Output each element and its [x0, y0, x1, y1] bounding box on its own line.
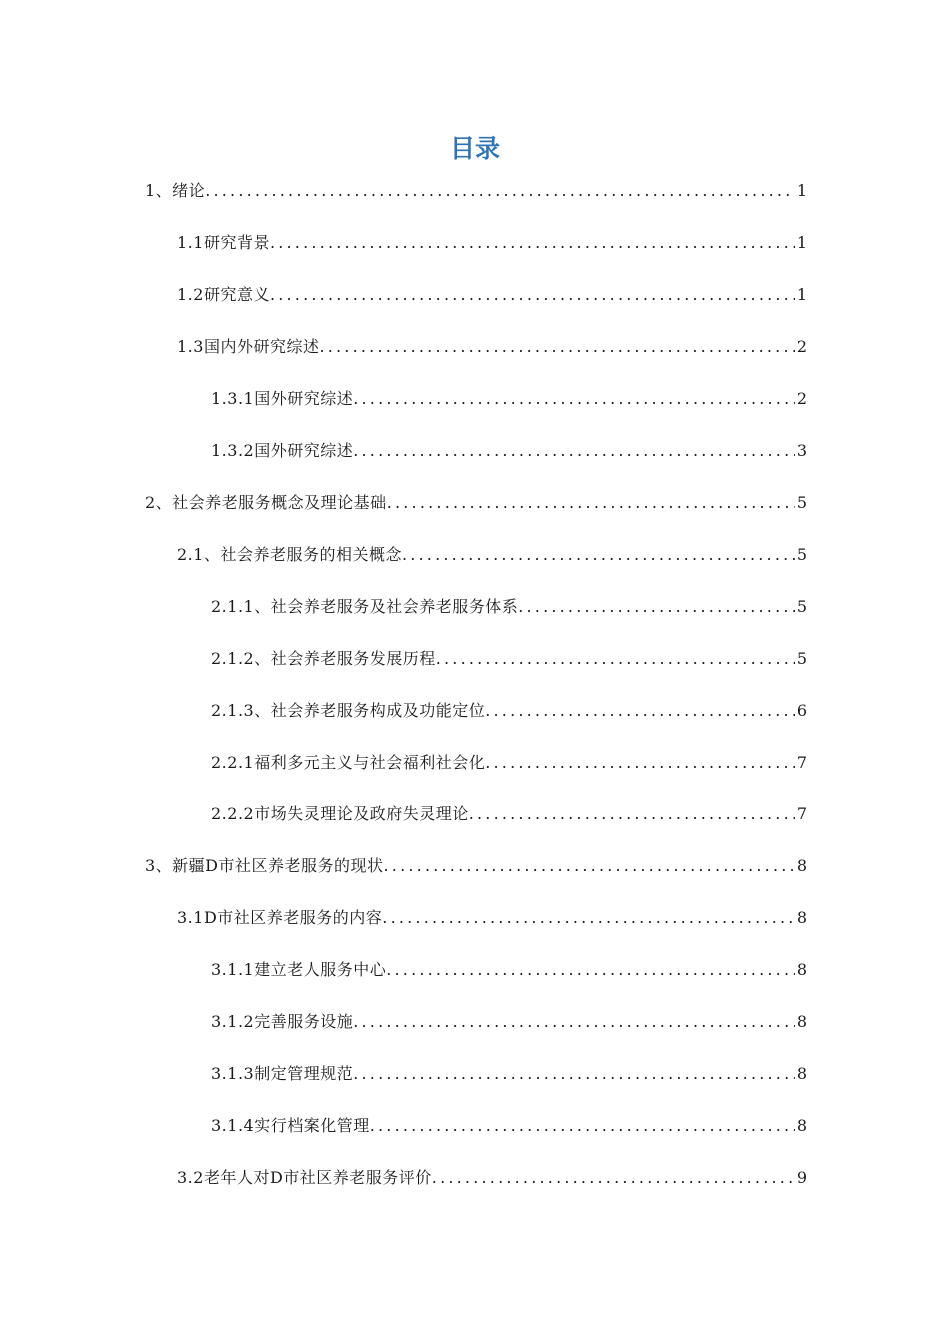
- toc-dot-leader: [270, 230, 795, 256]
- toc-dot-leader: [353, 1009, 795, 1035]
- toc-entry[interactable]: [177, 282, 807, 308]
- toc-entry[interactable]: [145, 178, 807, 204]
- toc-entry-page: 3: [796, 441, 807, 460]
- toc-dot-leader: [387, 490, 795, 516]
- toc-dot-leader: [432, 1165, 795, 1191]
- toc-entry[interactable]: [211, 386, 807, 412]
- toc-dot-leader: [319, 334, 794, 360]
- toc-entry[interactable]: [211, 750, 807, 776]
- toc-entry[interactable]: [211, 801, 807, 827]
- toc-dot-leader: [469, 801, 795, 827]
- toc-dot-leader: [485, 750, 795, 776]
- toc-entry-label: 2.1.3、社会养老服务构成及功能定位: [211, 701, 486, 720]
- toc-entry-page: 2: [796, 337, 807, 356]
- toc-dot-leader: [353, 1061, 795, 1087]
- toc-entry-label: 3、新疆D市社区养老服务的现状: [145, 856, 384, 875]
- toc-title: 目录: [449, 134, 500, 163]
- toc-entry-label: 3.2老年人对D市社区养老服务评价: [177, 1168, 432, 1187]
- toc-dot-leader: [370, 1113, 795, 1139]
- toc-entry[interactable]: [211, 1061, 807, 1087]
- toc-dot-leader: [436, 646, 795, 672]
- toc-entry-page: 9: [796, 1168, 807, 1187]
- toc-entry-page: 8: [796, 1064, 807, 1083]
- toc-entry-page: 8: [796, 960, 807, 979]
- toc-entry[interactable]: [211, 594, 807, 620]
- toc-dot-leader: [382, 905, 795, 931]
- toc-entry-page: 7: [796, 804, 807, 823]
- toc-dot-leader: [402, 542, 795, 568]
- toc-entry-label: 2.1.2、社会养老服务发展历程: [211, 649, 436, 668]
- toc-entry-page: 5: [796, 649, 807, 668]
- toc-entry[interactable]: [177, 1165, 807, 1191]
- toc-entry-label: 2.1、社会养老服务的相关概念: [177, 545, 402, 564]
- toc-entry-page: 8: [796, 908, 807, 927]
- toc-dot-leader: [386, 957, 795, 983]
- toc-entry-label: 3.1.1建立老人服务中心: [211, 960, 387, 979]
- toc-entry-page: 7: [796, 753, 807, 772]
- toc-entry-label: 1.3.2国外研究综述: [211, 441, 354, 460]
- toc-entry[interactable]: [211, 646, 807, 672]
- toc-entry-page: 1: [796, 285, 807, 304]
- toc-entry-label: 2.1.1、社会养老服务及社会养老服务体系: [211, 597, 519, 616]
- toc-dot-leader: [384, 853, 795, 879]
- toc-entry-label: 2.2.2市场失灵理论及政府失灵理论: [211, 804, 469, 823]
- toc-entry-label: 2.2.1福利多元主义与社会福利社会化: [211, 753, 486, 772]
- toc-entry-page: 5: [796, 597, 807, 616]
- toc-entry-page: 1: [796, 233, 807, 252]
- toc-dot-leader: [353, 386, 795, 412]
- toc-entry-page: 1: [796, 181, 807, 200]
- toc-entry[interactable]: [211, 1113, 807, 1139]
- toc-entry-label: 1.1研究背景: [177, 233, 270, 252]
- toc-entry[interactable]: [177, 334, 807, 360]
- toc-dot-leader: [518, 594, 795, 620]
- toc-entry-label: 2、社会养老服务概念及理论基础: [145, 493, 387, 512]
- toc-entry[interactable]: [177, 542, 807, 568]
- toc-entry-page: 5: [796, 545, 807, 564]
- toc-entry[interactable]: [177, 905, 807, 931]
- toc-entry-label: 1.2研究意义: [177, 285, 270, 304]
- toc-entry-label: 1.3国内外研究综述: [177, 337, 320, 356]
- toc-entry-label: 1、绪论: [145, 181, 206, 200]
- toc-entry-page: 2: [796, 389, 807, 408]
- toc-entry[interactable]: [145, 853, 807, 879]
- toc-entry-page: 8: [796, 856, 807, 875]
- toc-entry[interactable]: [211, 1009, 807, 1035]
- toc-entry-label: 3.1D市社区养老服务的内容: [177, 908, 383, 927]
- toc-entry[interactable]: [145, 490, 807, 516]
- toc-entry-label: 3.1.3制定管理规范: [211, 1064, 354, 1083]
- toc-entry[interactable]: [211, 438, 807, 464]
- toc-dot-leader: [205, 178, 795, 204]
- toc-entry-page: 5: [796, 493, 807, 512]
- toc-entry[interactable]: [211, 698, 807, 724]
- toc-entry-page: 6: [796, 701, 807, 720]
- toc-entry-label: 1.3.1国外研究综述: [211, 389, 354, 408]
- toc-entry-label: 3.1.2完善服务设施: [211, 1012, 354, 1031]
- toc-entry[interactable]: [211, 957, 807, 983]
- toc-dot-leader: [353, 438, 795, 464]
- toc-entry-page: 8: [796, 1116, 807, 1135]
- toc-entry-page: 8: [796, 1012, 807, 1031]
- toc-dot-leader: [270, 282, 795, 308]
- toc-entry-label: 3.1.4实行档案化管理: [211, 1116, 370, 1135]
- toc-entry[interactable]: [177, 230, 807, 256]
- toc-dot-leader: [485, 698, 795, 724]
